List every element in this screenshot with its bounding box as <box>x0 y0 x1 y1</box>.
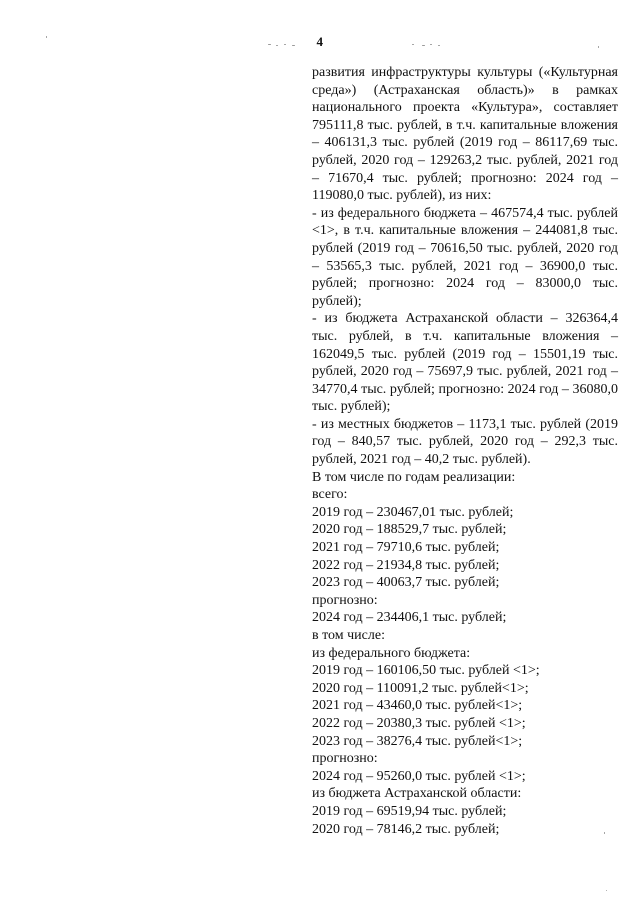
source-regional: - из бюджета Астраханской области – 326364,4 тыс. рублей, в т.ч. капитальные вложения – 162049,5 тыс. рублей (2019 год – 15501,19 тыс. рублей, 2020 год – 75697,9 тыс. рублей, 2021 год – 34770,4 тыс. рублей; прогнозно: 2024 год – 36080,0 тыс. рублей); <box>312 311 618 415</box>
breakdown-line: 2020 год – 188529,7 тыс. рублей; <box>312 522 507 538</box>
scan-speck <box>430 44 432 45</box>
yearly-breakdown <box>312 469 618 838</box>
intro-paragraph: развития инфраструктуры культуры («Культурная среда») (Астраханская область)» в рамках национального проекта «Культура», составляет 795111,8 тыс. рублей, в т.ч. капитальные вложения – 406131,3 тыс. рублей (2019 год – 86117,69 тыс. рублей, 2020 год – 129263,2 тыс. рублей, 2021 год – 71670,4 тыс. рублей; прогнозно: 2024 год – 119080,0 тыс. рублей), из них: <box>312 65 618 204</box>
breakdown-line: 2023 год – 40063,7 тыс. рублей; <box>312 575 500 591</box>
breakdown-line: 2023 год – 38276,4 тыс. рублей<1>; <box>312 733 523 749</box>
breakdown-line: 2020 год – 78146,2 тыс. рублей; <box>312 821 500 837</box>
breakdown-line: 2020 год – 110091,2 тыс. рублей<1>; <box>312 680 529 696</box>
scan-speck <box>606 890 607 891</box>
scan-speck <box>438 45 440 46</box>
breakdown-line: 2022 год – 21934,8 тыс. рублей; <box>312 557 500 573</box>
breakdown-line: 2019 год – 230467,01 тыс. рублей; <box>312 504 514 520</box>
scan-speck <box>412 44 414 45</box>
breakdown-line: прогнозно: <box>312 751 378 767</box>
breakdown-line: В том числе по годам реализации: <box>312 469 516 485</box>
document-body <box>312 64 618 838</box>
breakdown-line: 2021 год – 79710,6 тыс. рублей; <box>312 540 500 556</box>
funding-sources <box>312 205 618 469</box>
breakdown-line: 2022 год – 20380,3 тыс. рублей <1>; <box>312 715 526 731</box>
breakdown-line: всего: <box>312 487 348 503</box>
page-number: 4 <box>316 34 324 49</box>
scan-speck <box>598 46 599 48</box>
breakdown-line: 2019 год – 69519,94 тыс. рублей; <box>312 803 507 819</box>
breakdown-line: 2019 год – 160106,50 тыс. рублей <1>; <box>312 663 540 679</box>
breakdown-line: из бюджета Астраханской области: <box>312 786 522 802</box>
scan-speck <box>284 44 286 45</box>
scan-speck <box>276 45 278 46</box>
source-local: - из местных бюджетов – 1173,1 тыс. рублей (2019 год – 840,57 тыс. рублей, 2020 год – 292,3 тыс. рублей, 2021 год – 40,2 тыс. рублей). <box>312 416 618 468</box>
scan-speck <box>292 45 295 46</box>
scan-speck <box>46 36 47 38</box>
breakdown-line: 2024 год – 95260,0 тыс. рублей <1>; <box>312 768 526 784</box>
breakdown-line: прогнозно: <box>312 592 378 608</box>
breakdown-line: 2021 год – 43460,0 тыс. рублей<1>; <box>312 698 523 714</box>
scan-speck <box>268 44 271 45</box>
breakdown-line: 2024 год – 234406,1 тыс. рублей; <box>312 610 507 626</box>
scan-speck <box>422 45 425 46</box>
source-federal: - из федерального бюджета – 467574,4 тыс. рублей <1>, в т.ч. капитальные вложения – 244081,8 тыс. рублей (2019 год – 70616,50 тыс. рублей, 2020 год – 53565,3 тыс. рублей, 2021 год – 36900,0 тыс. рублей; прогнозно: 2024 год – 83000,0 тыс. рублей); <box>312 205 618 309</box>
breakdown-line: в том числе: <box>312 628 385 643</box>
breakdown-line: из федерального бюджета: <box>312 645 471 661</box>
